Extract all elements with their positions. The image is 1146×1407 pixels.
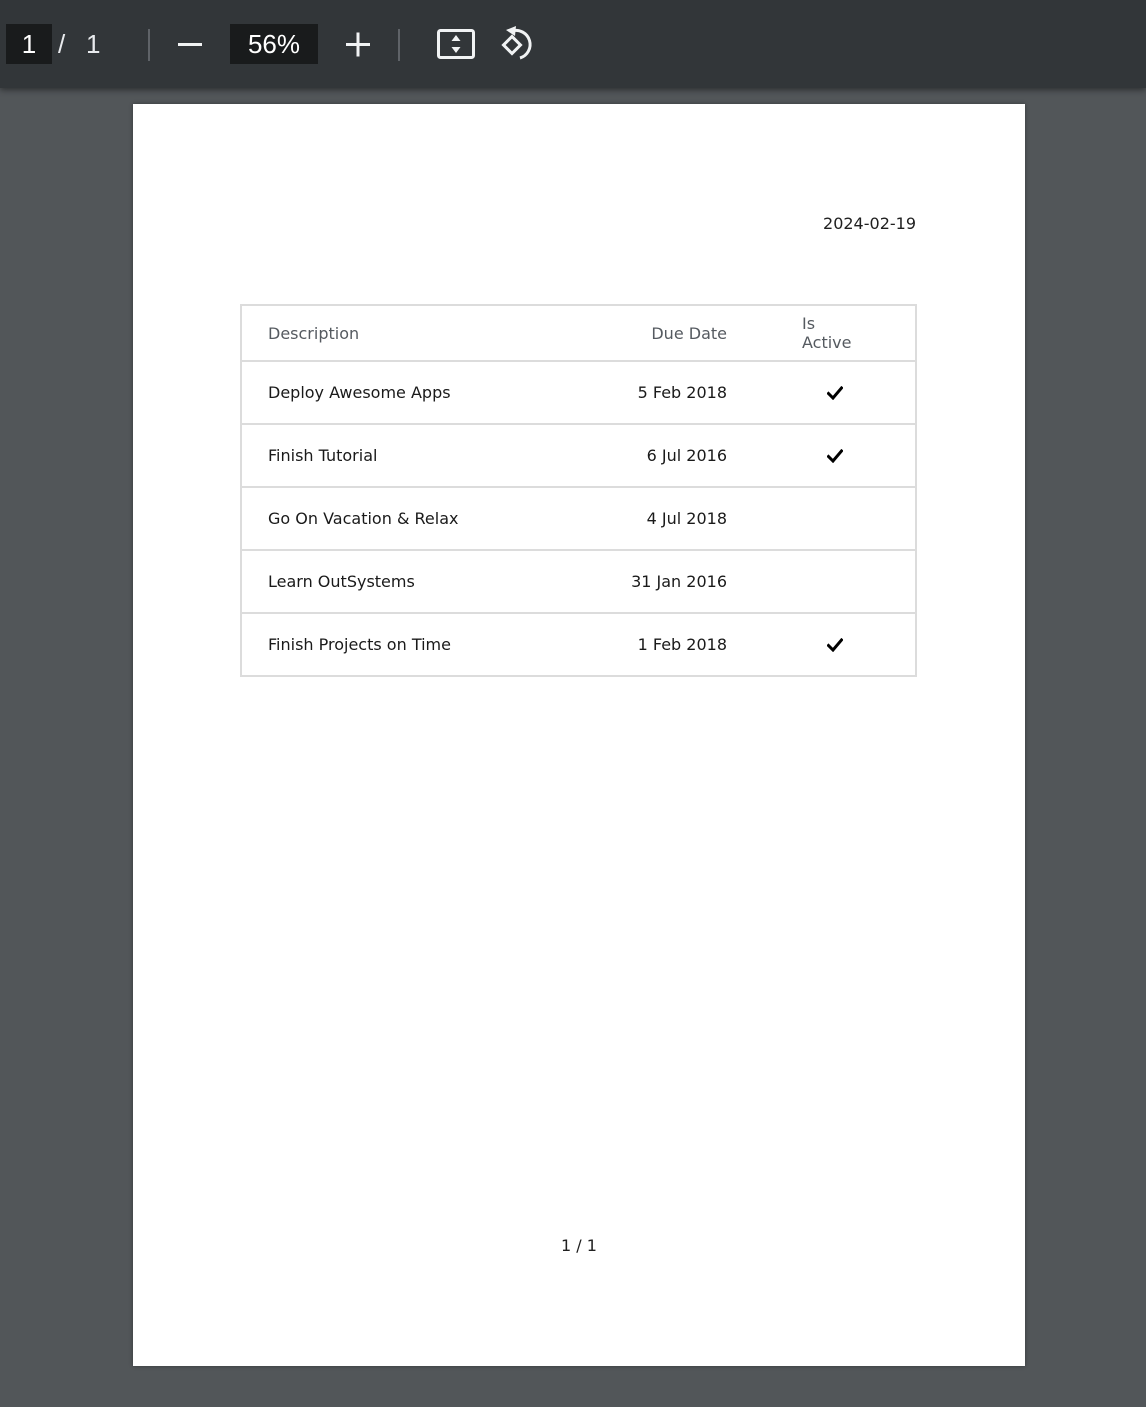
task-description: Learn OutSystems xyxy=(268,572,415,591)
table-body xyxy=(242,360,915,675)
fit-to-page-icon xyxy=(432,20,480,68)
table-row xyxy=(242,360,915,423)
task-description: Deploy Awesome Apps xyxy=(268,383,451,402)
rotate-icon xyxy=(496,20,544,68)
rotate-button[interactable] xyxy=(496,20,544,68)
column-header-is-active: Is Active xyxy=(802,314,852,352)
plus-icon xyxy=(334,20,382,68)
column-header-description: Description xyxy=(268,323,360,343)
checkmark-icon xyxy=(827,449,843,463)
table-row xyxy=(242,486,915,549)
pdf-page xyxy=(133,104,1025,1366)
minus-icon xyxy=(166,20,214,68)
toolbar-divider xyxy=(398,29,400,61)
task-is-active xyxy=(802,425,868,486)
page-footer-number: 1 / 1 xyxy=(561,1236,597,1255)
zoom-in-button[interactable] xyxy=(334,20,382,68)
task-due-date: 6 Jul 2016 xyxy=(646,446,727,465)
table-row xyxy=(242,612,915,675)
table-header-row xyxy=(242,306,915,360)
page-number-input[interactable]: 1 xyxy=(6,24,52,64)
page-separator: / xyxy=(58,29,66,59)
table-row xyxy=(242,423,915,486)
pdf-toolbar xyxy=(0,0,1146,88)
table-row xyxy=(242,549,915,612)
task-description: Finish Tutorial xyxy=(268,446,378,465)
zoom-out-button[interactable] xyxy=(166,20,214,68)
zoom-level-input[interactable]: 56% xyxy=(230,24,318,64)
task-description: Go On Vacation & Relax xyxy=(268,509,459,528)
task-description: Finish Projects on Time xyxy=(268,635,451,654)
task-due-date: 1 Feb 2018 xyxy=(637,635,727,654)
page-total: 1 xyxy=(86,29,101,59)
task-table xyxy=(240,304,917,677)
document-date: 2024-02-19 xyxy=(823,214,916,233)
task-is-active xyxy=(802,614,868,675)
fit-to-page-button[interactable] xyxy=(432,20,480,68)
column-header-due-date: Due Date xyxy=(651,323,727,343)
toolbar-divider xyxy=(148,29,150,61)
checkmark-icon xyxy=(827,386,843,400)
task-is-active xyxy=(802,488,868,549)
task-is-active xyxy=(802,362,868,423)
checkmark-icon xyxy=(827,638,843,652)
task-due-date: 5 Feb 2018 xyxy=(637,383,727,402)
task-due-date: 4 Jul 2018 xyxy=(646,509,727,528)
task-is-active xyxy=(802,551,868,612)
task-due-date: 31 Jan 2016 xyxy=(631,572,727,591)
